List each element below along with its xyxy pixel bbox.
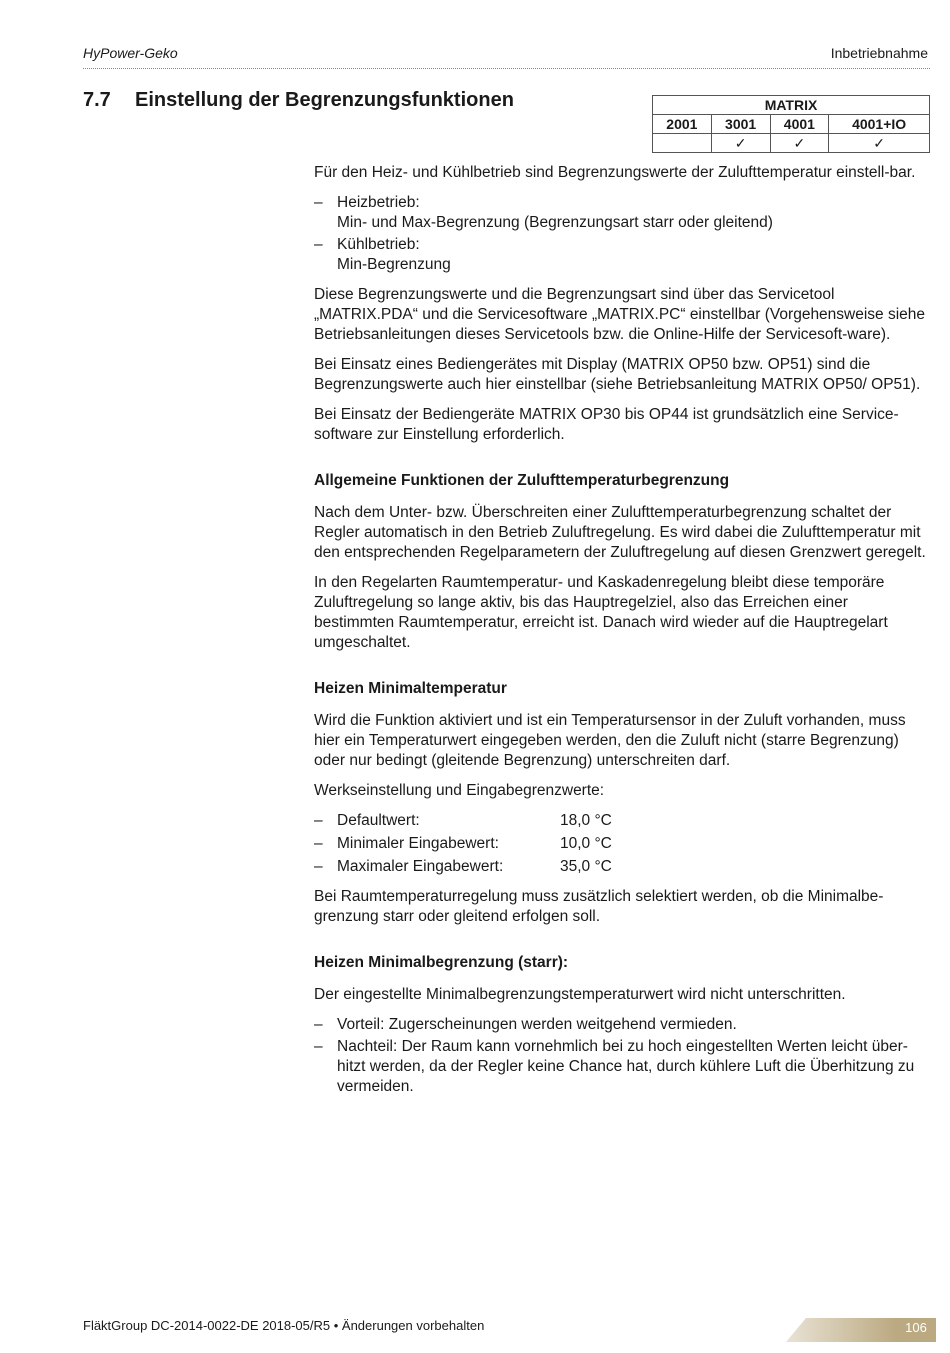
section-title <box>83 89 514 112</box>
matrix-col-header: 4001 <box>770 115 829 134</box>
list-item-label: Heizbetrieb: <box>337 194 420 211</box>
dash-bullet: – <box>314 1016 323 1033</box>
dash-bullet: – <box>314 1038 323 1055</box>
footer-text: FläktGroup DC-2014-0022-DE 2018-05/R5 • Änderungen vorbehalten <box>83 1318 485 1333</box>
paragraph: Werkseinstellung und Eingabegrenzwerte: <box>314 782 605 799</box>
page-number: 106 <box>896 1318 936 1342</box>
setting-row <box>314 857 930 877</box>
section-title-text: Einstellung der Begrenzungsfunktionen <box>135 89 514 111</box>
header-document-name: HyPower-Geko <box>83 45 178 61</box>
header-divider <box>83 68 930 69</box>
checkmark-icon: ✓ <box>770 134 829 153</box>
subheading-heating-min-temp: Heizen Minimaltemperatur <box>314 680 507 697</box>
paragraph: Bei Einsatz eines Bediengerätes mit Display (MATRIX OP50 bzw. OP51) sind die Begrenzungswerte auch hier einstellbar (siehe Betriebsanleitung MATRIX OP50/ OP51). <box>314 356 921 393</box>
matrix-col-header: 3001 <box>711 115 770 134</box>
paragraph: Bei Raumtemperaturregelung muss zusätzlich selektiert werden, ob die Minimalbe-grenzung starr oder gleitend erfolgen soll. <box>314 888 884 925</box>
footer-gradient-bar <box>786 1318 896 1342</box>
list-item-label: Kühlbetrieb: <box>337 236 420 253</box>
setting-row <box>314 834 930 854</box>
list-item-text: Nachteil: Der Raum kann vornehmlich bei zu hoch eingestellten Werten leicht über-hitzt werden, da der Regler keine Chance hat, durch kühlere Luft die Überhitzung zu vermeiden. <box>337 1038 915 1095</box>
dash-bullet: – <box>314 858 323 875</box>
list-item-value: Min- und Max-Begrenzung (Begrenzungsart starr oder gleitend) <box>337 214 773 231</box>
matrix-compatibility-table <box>652 95 930 153</box>
dash-bullet: – <box>314 812 323 829</box>
list-item <box>314 1037 930 1097</box>
list-item <box>314 193 930 233</box>
checkmark-icon: ✓ <box>829 134 930 153</box>
dash-bullet: – <box>314 236 323 253</box>
setting-value: 35,0 °C <box>560 858 612 875</box>
dash-bullet: – <box>314 194 323 211</box>
list-item-text: Vorteil: Zugerscheinungen werden weitgehend vermieden. <box>337 1016 737 1033</box>
setting-label: Minimaler Eingabewert: <box>337 835 499 852</box>
paragraph: Der eingestellte Minimalbegrenzungstemperaturwert wird nicht unterschritten. <box>314 986 846 1003</box>
checkmark-icon: ✓ <box>711 134 770 153</box>
list-item <box>314 1015 930 1035</box>
subheading-general-functions: Allgemeine Funktionen der Zulufttemperaturbegrenzung <box>314 472 730 489</box>
matrix-col-header: 4001+IO <box>829 115 930 134</box>
paragraph: Diese Begrenzungswerte und die Begrenzungsart sind über das Servicetool „MATRIX.PDA“ und die Servicesoftware „MATRIX.PC“ einstellbar (Vorgehensweise siehe Betriebsanleitungen dieses Servicetools bzw. die Online-Hilfe der Servicesoft-ware). <box>314 286 926 343</box>
setting-label: Maximaler Eingabewert: <box>337 858 504 875</box>
matrix-col-header: 2001 <box>653 115 712 134</box>
matrix-table-title: MATRIX <box>653 96 930 115</box>
setting-label: Defaultwert: <box>337 812 420 829</box>
setting-row <box>314 811 930 831</box>
list-item-value: Min-Begrenzung <box>337 256 451 273</box>
setting-value: 18,0 °C <box>560 812 612 829</box>
paragraph: In den Regelarten Raumtemperatur- und Kaskadenregelung bleibt diese temporäre Zuluftregelung so lange aktiv, bis das Hauptregelziel, also das Erreichen einer bestimmten Raumtemperatur, erreicht ist. Danach wird wieder auf die Hauptregelart umgeschaltet. <box>314 574 888 651</box>
dash-bullet: – <box>314 835 323 852</box>
list-item <box>314 235 930 275</box>
paragraph: Nach dem Unter- bzw. Überschreiten einer Zulufttemperaturbegrenzung schaltet der Regler automatisch in den Betrieb Zuluftregelung. Es wird dabei die Zulufttemperatur mit den entsprechenden Regelparametern der Zuluftregelung auf diesen Grenzwert geregelt. <box>314 504 926 561</box>
operation-mode-list <box>314 193 930 275</box>
main-content <box>314 163 930 1107</box>
check-cell <box>653 134 712 153</box>
paragraph: Bei Einsatz der Bediengeräte MATRIX OP30 bis OP44 ist grundsätzlich eine Service-software zur Einstellung erforderlich. <box>314 406 899 443</box>
pros-cons-list <box>314 1015 930 1097</box>
setting-value: 10,0 °C <box>560 835 612 852</box>
factory-settings-list <box>314 811 930 877</box>
subheading-min-limit-fixed: Heizen Minimalbegrenzung (starr): <box>314 954 569 971</box>
section-number: 7.7 <box>83 89 111 111</box>
paragraph: Für den Heiz- und Kühlbetrieb sind Begrenzungswerte der Zulufttemperatur einstell-bar. <box>314 164 916 181</box>
list-item-text <box>337 193 930 233</box>
paragraph: Wird die Funktion aktiviert und ist ein Temperatursensor in der Zuluft vorhanden, muss hier ein Temperaturwert eingegeben werden, den die Zuluft nicht (starre Begrenzung) oder nur bedingt (gleitende Begrenzung) unterschreiten darf. <box>314 712 906 769</box>
header-chapter-name: Inbetriebnahme <box>830 45 928 61</box>
list-item-text <box>337 235 930 275</box>
